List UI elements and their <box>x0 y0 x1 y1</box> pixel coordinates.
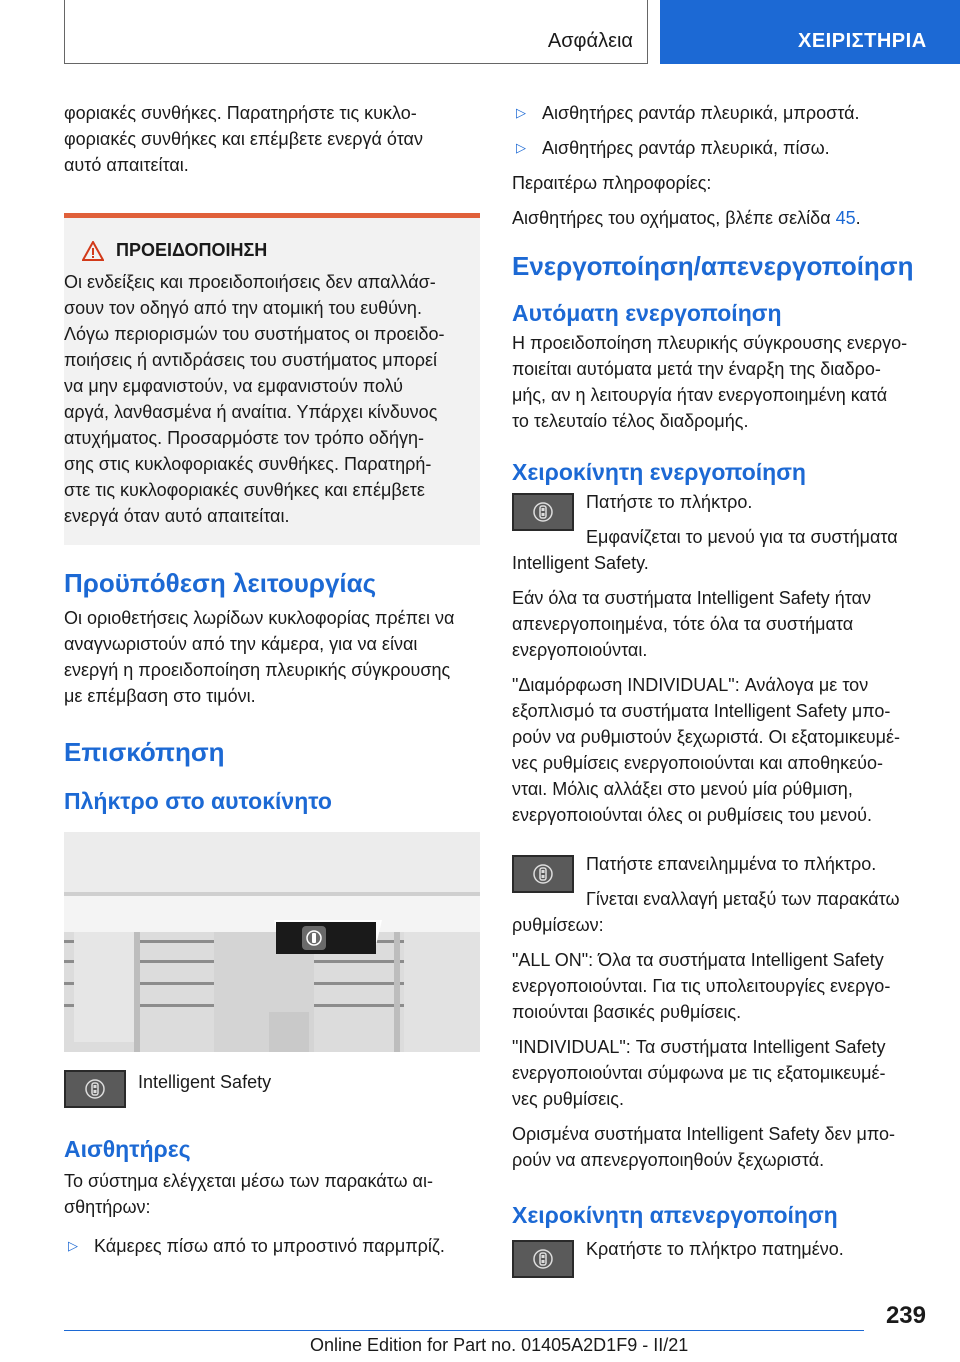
footer-divider <box>64 1330 864 1331</box>
prereq-heading: Προϋπόθεση λειτουργίας <box>64 568 377 598</box>
warning-text: Οι ενδείξεις και προειδοποιήσεις δεν απαλλάσ- σουν τον οδηγό από την ατομική του ευθύνη. Λόγω περιορισμών του συστήματος οι προειδο- ποιήσεις ή αντιδράσεις του συστήματος μπορεί να μην εμφανιστούν, να εμφανιστούν πολύ αργά, λανθασμένα ή αναίτια. Υπάρχει κίνδυνος ατυχήματος. Προσαρμόστε τον τρόπο οδήγη- σης στις κυκλοφοριακές συνθήκες. Παρατηρή- στε τις κυκλοφοριακές συνθήκες και επέμβετε ενεργά όταν αυτό απαιτείται. <box>64 272 445 526</box>
press-repeat-row <box>512 855 928 912</box>
toggle-text: Γίνεται εναλλαγή μεταξύ των παρακάτω <box>586 889 900 909</box>
activation-heading: Ενεργοποίηση/απενεργοποίηση <box>512 251 914 281</box>
more-info-label: Περαιτέρω πληροφορίες: <box>512 173 712 193</box>
warning-title: ΠΡΟΕΙΔΟΠΟΙΗΣΗ <box>116 240 268 260</box>
chapter-tab: ΧΕΙΡΙΣΤΗΡΙΑ <box>660 0 960 64</box>
prereq-paragraph: Οι οριοθετήσεις λωρίδων κυκλοφορίας πρέπει να αναγνωριστούν από την κάμερα, για να είναι ενεργή η προειδοποίηση πλευρικής σύγκρουσης με επέμβαση στο τιμόνι. <box>64 608 455 706</box>
bullet-triangle-icon: ▷ <box>516 105 526 120</box>
individual-config-paragraph: "Διαμόρφωση INDIVIDUAL": Ανάλογα με τον εξοπλισμό τα συστήματα Intelligent Safety μπο- ρούν να ρυθμιστούν ξεχωριστά. Οι εξατομικευμέ- νες ρυθμίσεις ενεργοποιούνται και αποθηκεύο- νται. Μόλις αλλάξει στο μενού μία ρύθμιση, ενεργοποιούνται όλες οι ρυθμίσεις του μενού. <box>512 675 901 825</box>
if-all-paragraph: Εάν όλα τα συστήματα Intelligent Safety ήταν απενεργοποιημένα, τότε όλα τα συστήματα ενεργοποιούνται. <box>512 588 872 660</box>
intelligent-safety-button-icon <box>512 493 574 531</box>
page-reference-link[interactable]: 45 <box>835 208 856 228</box>
list-item: ▷ Αισθητήρες ραντάρ πλευρικά, πίσω. <box>512 135 928 161</box>
hold-button-text: Κρατήστε το πλήκτρο πατημένο. <box>586 1239 844 1259</box>
some-systems-paragraph: Ορισμένα συστήματα Intelligent Safety δεν μπο- ρούν να απενεργοποιηθούν ξεχωριστά. <box>512 1124 896 1170</box>
bullet-triangle-icon: ▷ <box>68 1238 78 1253</box>
all-on-paragraph: "ALL ON": Όλα τα συστήματα Intelligent Safety ενεργοποιούνται. Για τις υπολειτουργίες ενεργο- ποιούνται βασικές ρυθμίσεις. <box>512 950 891 1022</box>
sensors-paragraph: Το σύστημα ελέγχεται μέσω των παρακάτω αι- σθητήρων: <box>64 1171 433 1217</box>
intelligent-safety-button-row <box>64 1070 480 1108</box>
press-repeat-text: Πατήστε επανειλημμένα το πλήκτρο. <box>586 854 877 874</box>
auto-activation-paragraph: Η προειδοποίηση πλευρικής σύγκρουσης ενεργο- ποιείται αυτόματα μετά την έναρξη της διαδρο- μής, αν η λειτουργία ήταν ενεργοποιημένη κατά το τελευταίο τέλος διαδρομής. <box>512 333 908 431</box>
list-item: ▷ Κάμερες πίσω από το μπροστινό παρμπρίζ. <box>64 1233 480 1259</box>
manual-activation-heading: Χειροκίνητη ενεργοποίηση <box>512 459 806 485</box>
menu-shows-text: Εμφανίζεται το μενού για τα συστήματα <box>586 527 898 547</box>
sensors-reference: Αισθητήρες του οχήματος, βλέπε σελίδα 45. <box>512 208 861 228</box>
right-column <box>512 100 928 1278</box>
intelligent-safety-button-icon <box>512 1240 574 1278</box>
auto-activation-heading: Αυτόματη ενεργοποίηση <box>512 300 782 326</box>
page-number: 239 <box>885 1302 926 1329</box>
overview-heading: Επισκόπηση <box>64 737 225 767</box>
intelligent-safety-button-icon <box>512 855 574 893</box>
header-box <box>64 0 648 64</box>
menu-shows-text-2: Intelligent Safety. <box>512 553 649 573</box>
press-button-text: Πατήστε το πλήκτρο. <box>586 492 753 512</box>
manual-deactivation-heading: Χειροκίνητη απενεργοποίηση <box>512 1202 838 1228</box>
dashboard-photo <box>64 832 480 1052</box>
hold-button-row <box>512 1240 928 1278</box>
sensors-heading: Αισθητήρες <box>64 1136 191 1162</box>
dashboard-illustration <box>64 832 480 1052</box>
press-button-row <box>512 493 928 550</box>
button-label: Intelligent Safety <box>138 1072 272 1092</box>
left-column <box>64 100 480 1268</box>
button-heading: Πλήκτρο στο αυτοκίνητο <box>64 788 332 814</box>
intelligent-safety-button-icon <box>64 1070 126 1108</box>
footer-edition: Online Edition for Part no. 01405A2D1F9 - II/21 <box>310 1335 689 1355</box>
toggle-text-2: ρυθμίσεων: <box>512 915 604 935</box>
individual-paragraph: "INDIVIDUAL": Τα συστήματα Intelligent Safety ενεργοποιούνται σύμφωνα με τις εξατομικευμέ- νες ρυθμίσεις. <box>512 1037 886 1109</box>
section-title: Ασφάλεια <box>547 30 633 52</box>
intro-paragraph: φοριακές συνθήκες. Παρατηρήστε τις κυκλο- φοριακές συνθήκες και επέμβετε ενεργά όταν αυτό απαιτείται. <box>64 103 423 175</box>
warning-box <box>64 213 480 545</box>
warning-icon <box>82 241 104 261</box>
bullet-triangle-icon: ▷ <box>516 140 526 155</box>
list-item: ▷ Αισθητήρες ραντάρ πλευρικά, μπροστά. <box>512 100 928 126</box>
